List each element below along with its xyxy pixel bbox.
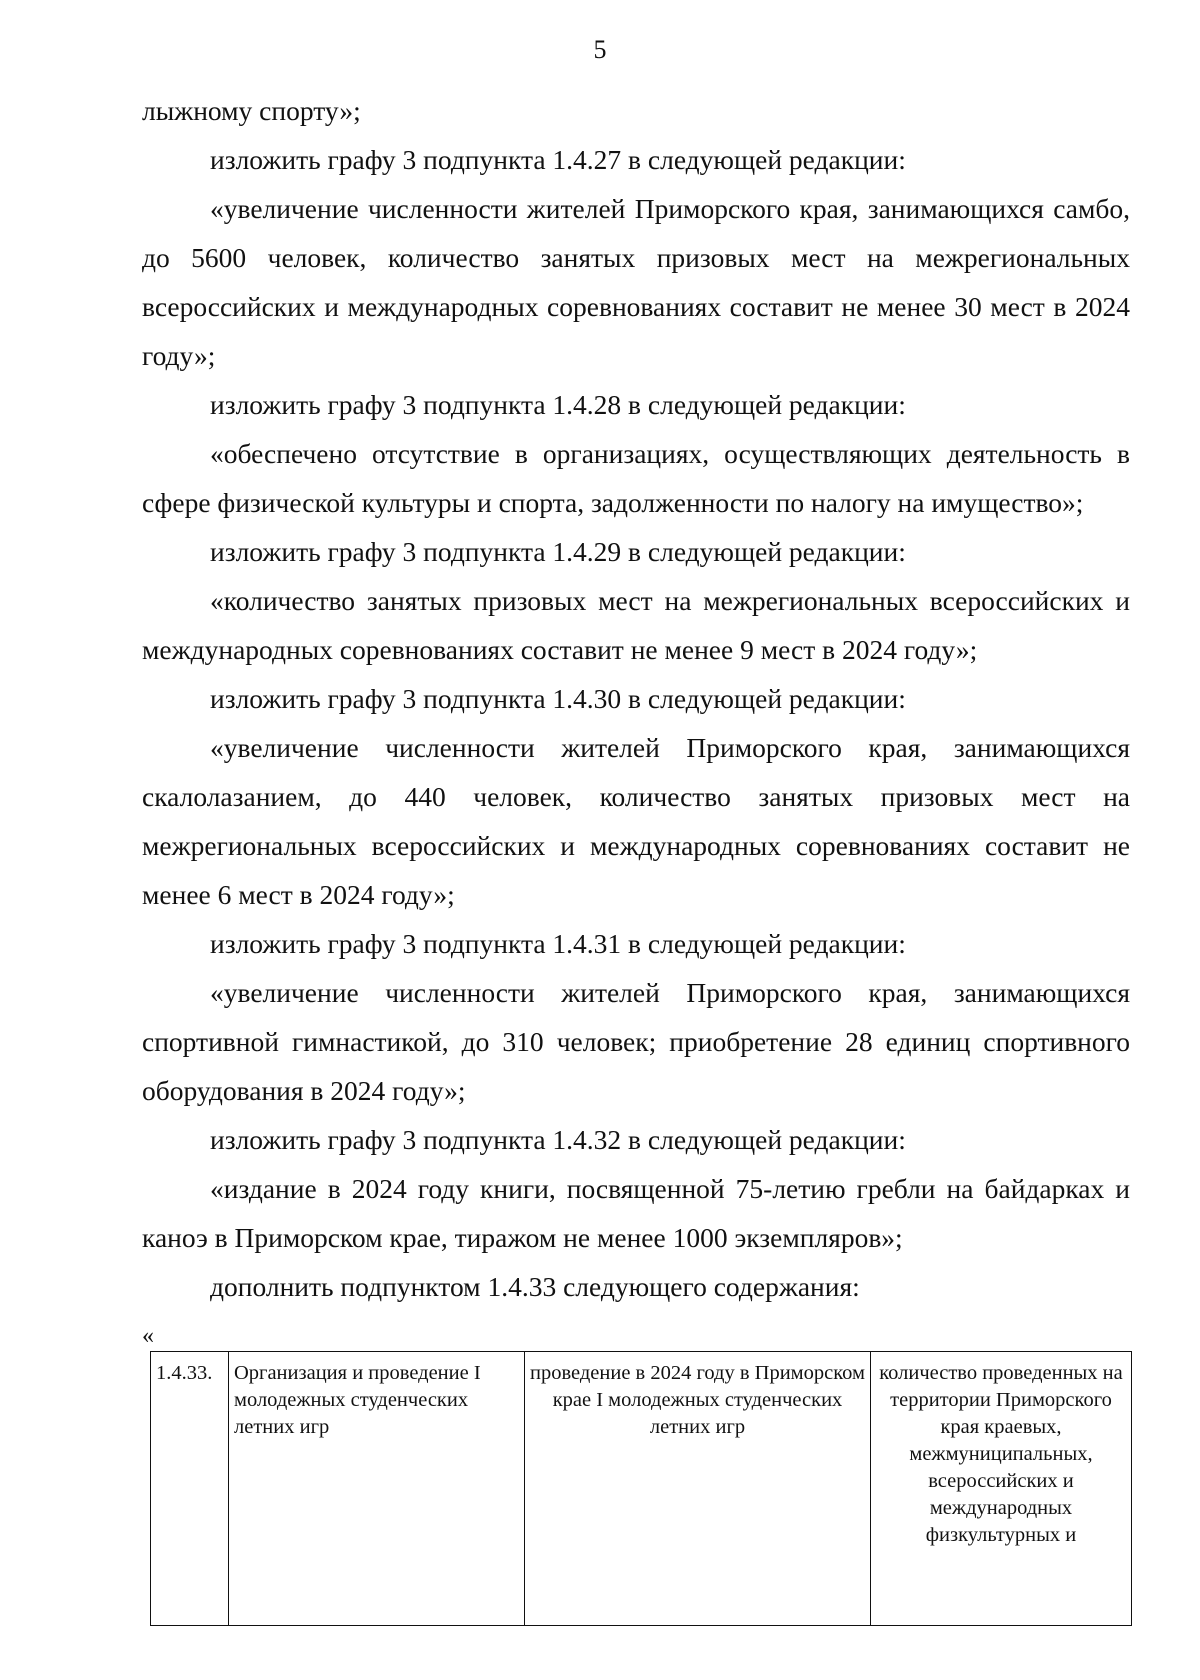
- table-opening-quote: «: [142, 1323, 154, 1349]
- table-cell-result: проведение в 2024 году в Приморском крае I молодежных студенческих летних игр: [525, 1352, 871, 1626]
- document-body: [142, 86, 1130, 1311]
- table-cell-indicator: количество проведенных на территории Приморского края краевых, межмуниципальных, всероссийских и международных физкультурных и: [871, 1352, 1132, 1626]
- paragraph-continuation: лыжному спорту»;: [142, 95, 361, 126]
- table-row: [151, 1352, 1132, 1626]
- paragraph-instruction: изложить графу 3 подпункта 1.4.27 в следующей редакции:: [210, 144, 906, 175]
- paragraph-quote: «увеличение численности жителей Приморского края, занимающихся самбо, до 5600 человек, количество занятых призовых мест на межрегиональных всероссийских и международных соревнованиях составит не менее 30 мест в 2024 году»;: [142, 193, 1130, 371]
- paragraph-quote: «увеличение численности жителей Приморского края, занимающихся скалолазанием, до 440 человек, количество занятых призовых мест на межрегиональных всероссийских и международных соревнованиях составит не менее 6 мест в 2024 году»;: [142, 732, 1130, 910]
- paragraph-instruction: дополнить подпунктом 1.4.33 следующего содержания:: [210, 1271, 860, 1302]
- paragraph-quote: «увеличение численности жителей Приморского края, занимающихся спортивной гимнастикой, до 310 человек; приобретение 28 единиц спортивного оборудования в 2024 году»;: [142, 977, 1130, 1106]
- subitem-table: [150, 1351, 1132, 1626]
- paragraph-instruction: изложить графу 3 подпункта 1.4.32 в следующей редакции:: [210, 1124, 906, 1155]
- paragraph-instruction: изложить графу 3 подпункта 1.4.31 в следующей редакции:: [210, 928, 906, 959]
- paragraph-instruction: изложить графу 3 подпункта 1.4.28 в следующей редакции:: [210, 389, 906, 420]
- table-cell-number: 1.4.33.: [151, 1352, 229, 1626]
- paragraph-quote: «издание в 2024 году книги, посвященной 75-летию гребли на байдарках и каноэ в Приморском крае, тиражом не менее 1000 экземпляров»;: [142, 1173, 1130, 1253]
- paragraph-instruction: изложить графу 3 подпункта 1.4.29 в следующей редакции:: [210, 536, 906, 567]
- table-cell-name: Организация и проведение I молодежных студенческих летних игр: [229, 1352, 525, 1626]
- paragraph-quote: «обеспечено отсутствие в организациях, осуществляющих деятельность в сфере физической культуры и спорта, задолженности по налогу на имущество»;: [142, 438, 1130, 518]
- paragraph-instruction: изложить графу 3 подпункта 1.4.30 в следующей редакции:: [210, 683, 906, 714]
- paragraph-quote: «количество занятых призовых мест на межрегиональных всероссийских и международных соревнованиях составит не менее 9 мест в 2024 году»;: [142, 585, 1130, 665]
- page-number: 5: [593, 35, 607, 64]
